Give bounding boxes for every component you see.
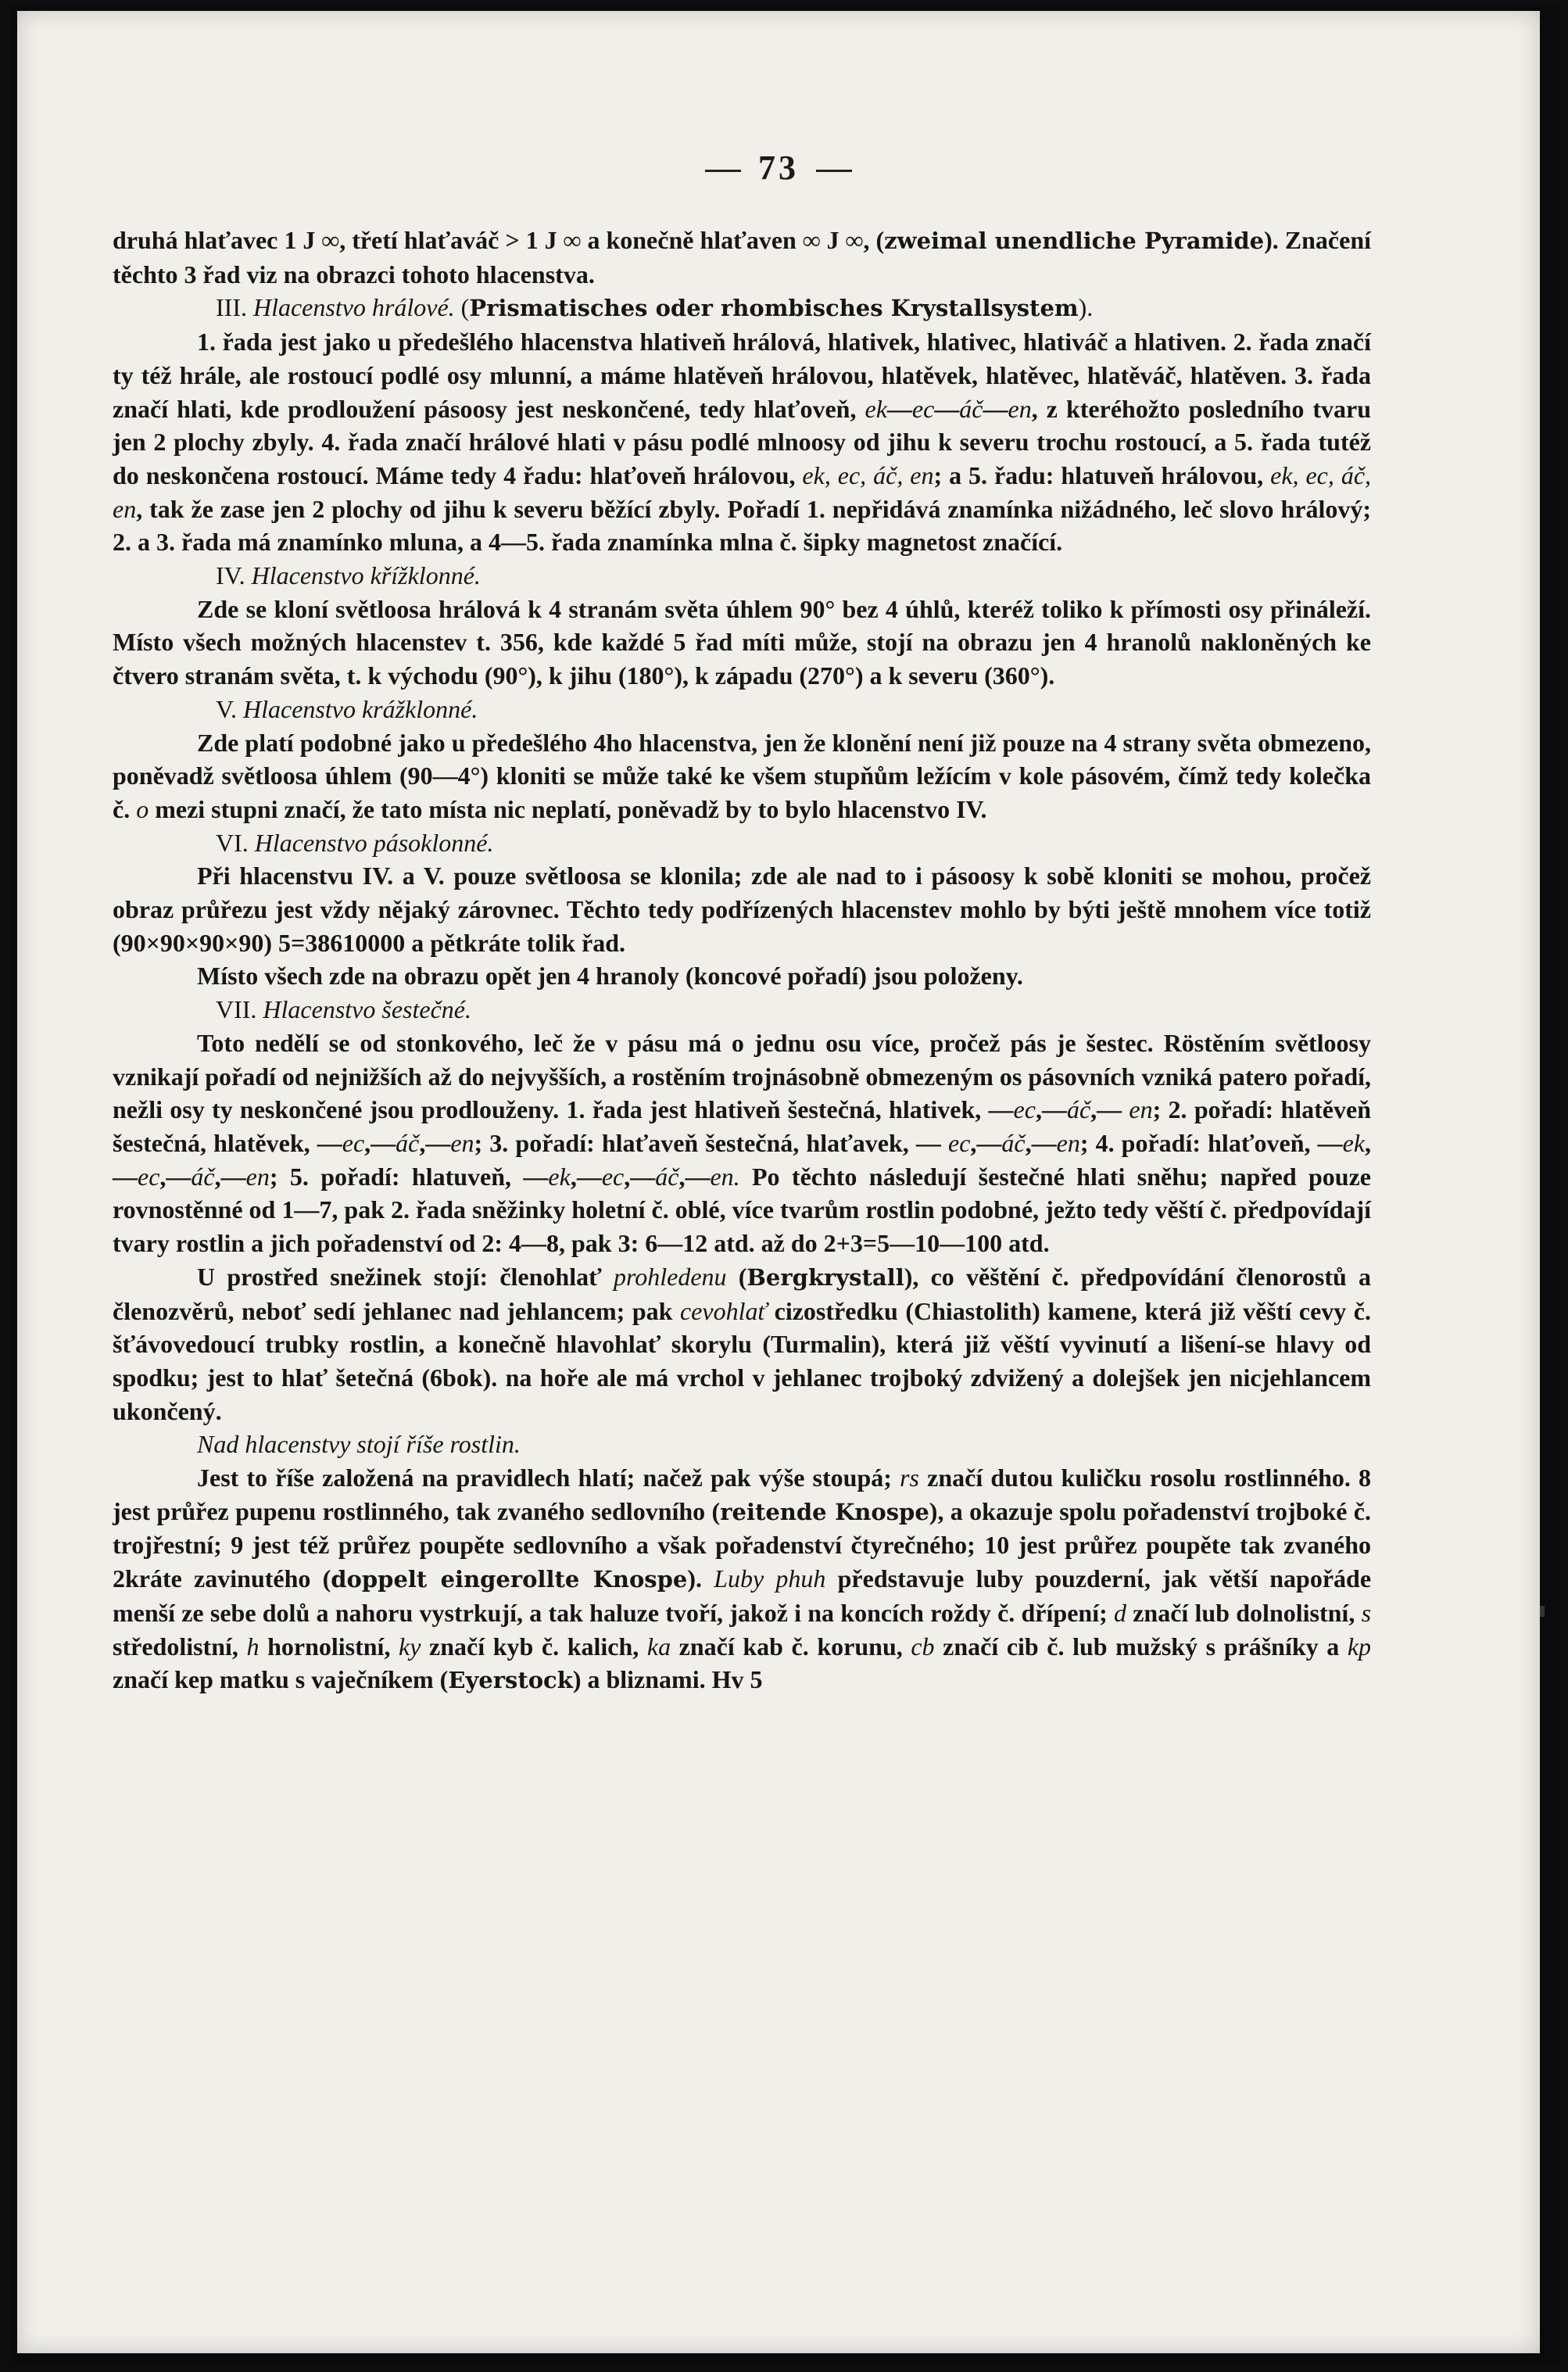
- header-dash-left: [705, 170, 741, 172]
- text-run: Jest to říše založená na pravidlech hlatí; načež pak výše stoupá;: [197, 1464, 900, 1492]
- german-run: zweimal unendliche Pyramide: [884, 228, 1265, 254]
- italic-run: cevohlať: [679, 1296, 768, 1325]
- italic-run: Nad hlacenstvy stojí říše rostlin.: [197, 1430, 521, 1459]
- paragraph: [113, 325, 1371, 559]
- text-run: VI.: [216, 828, 255, 857]
- german-run: doppelt eingerollte Knospe: [331, 1566, 688, 1593]
- italic-run: áč: [191, 1162, 215, 1191]
- german-run: reitende Knospe: [720, 1498, 929, 1525]
- italic-run: en: [450, 1128, 474, 1157]
- italic-run: ec: [601, 1162, 625, 1191]
- text-run: ). Značení těchto 3 řad viz na obrazci tohoto hlacenstva.: [113, 226, 1372, 288]
- text-run: V.: [216, 694, 243, 723]
- paragraph: [113, 1461, 1371, 1697]
- italic-run: en.: [710, 1162, 740, 1191]
- section-heading: [113, 826, 1371, 860]
- document-page: [17, 11, 1540, 2353]
- italic-run: Hlacenstvo hrálové.: [252, 293, 455, 322]
- italic-run: o: [136, 794, 149, 823]
- text-run: III.: [216, 293, 253, 322]
- text-run: středolistní,: [113, 1632, 247, 1661]
- text-run: Zde platí podobné jako u předešlého 4ho hlacenstva, jen že klonění není již pouze na 4 strany světa obmezeno, poněvadž světloosa úhlem (90—4°) kloniti se může také ke všem stupňům ležícím v kole pásovém, čímž tedy kolečka č.: [113, 728, 1371, 823]
- section-heading: [113, 559, 1371, 593]
- text-run: ), co věštění č. předpovídání členorostů a členozvěrů, neboť sedí jehlanec nad jehlancem; pak: [113, 1262, 1372, 1325]
- page-header: [17, 148, 1540, 188]
- italic-run: Hlacenstvo šestečné.: [263, 995, 471, 1024]
- german-run: Bergkrystall: [746, 1263, 904, 1291]
- italic-run: Luby phuh: [714, 1564, 826, 1593]
- italic-run: rs: [900, 1464, 919, 1492]
- italic-run: áč: [1066, 1095, 1091, 1124]
- text-run: ,—: [364, 1128, 396, 1157]
- text-run: ,—: [159, 1162, 192, 1191]
- text-run: ,—: [1025, 1128, 1057, 1157]
- section-heading: [113, 693, 1371, 726]
- text-run: značí lub dolnolistní,: [1126, 1598, 1362, 1627]
- text-run: ; 5. pořadí: hlatuveň, —: [269, 1162, 549, 1191]
- text-run: Po těchto následují šestečné hlati sněhu; napřed pouze rovnostěnné od 1—7, pak 2. řada sněžinky holetní č. oblé, více tvarům rostlin podobné, ježto tedy věští č. předpovídají tvary rostlin a jich pořadenství od 2: 4—8, pak 3: 6—12 atd. až do 2+3=5—10—100 atd.: [113, 1162, 1372, 1258]
- italic-run: ec: [911, 394, 935, 423]
- italic-run: h: [246, 1632, 260, 1661]
- italic-run: ec: [342, 1128, 365, 1157]
- text-run: ; 2. pořadí: hlatěveň šestečná, hlatěvek, —: [113, 1095, 1372, 1157]
- italic-run: ek: [1342, 1128, 1366, 1157]
- text-run: IV.: [216, 561, 252, 590]
- german-run: Prismatisches oder rhombisches Krystallsystem: [469, 295, 1079, 322]
- italic-run: ek, ec, áč, en: [802, 460, 934, 489]
- text-run: ,—: [419, 1128, 451, 1157]
- text-run: značí kep matku s vaječníkem (: [113, 1665, 449, 1694]
- italic-run: ek, ec, áč, en: [113, 460, 1372, 523]
- text-run: VII.: [216, 995, 263, 1024]
- paragraph: [113, 859, 1371, 959]
- german-run: Eyerstock: [448, 1667, 573, 1694]
- text-run: —: [934, 394, 960, 423]
- italic-run: ek: [548, 1162, 571, 1191]
- text-run: značí kab č. korunu,: [671, 1632, 911, 1661]
- italic-run: ec: [1013, 1095, 1036, 1124]
- paragraph: [113, 1428, 1371, 1461]
- text-run: U prostřed snežinek stojí: členohlať: [197, 1262, 614, 1291]
- text-run: Toto nedělí se od stonkového, leč že v pásu má o jednu osu více, pročež pás je šestec. Röstěním světloosy vznikají pořadí od nejnižších až do nejvyšších, a rostěním trojnásobně obmezeným os pásovních vzniká patero pořadí, nežli osy ty neskončené jsou prodlouženy. 1. řada jest hlativeň šestečná, hlativek, —: [113, 1028, 1371, 1124]
- italic-run: Hlacenstvo pásoklonné.: [254, 828, 494, 857]
- italic-run: s: [1361, 1598, 1372, 1627]
- text-run: ; a 5. řadu: hlatuveň hrálovou,: [933, 460, 1271, 489]
- text-run: druhá hlaťavec 1 J ∞, třetí hlaťaváč > 1 J ∞ a konečně hlaťaven ∞ J ∞, (: [113, 226, 885, 254]
- text-run: —: [983, 394, 1008, 423]
- text-run: hornolistní,: [259, 1632, 399, 1661]
- text-run: , z kteréhožto posledního tvaru jen 2 plochy zbyly. 4. řada značí hrálové hlati v pásu podlé mlnoosy od jihu k severu trochu rostoucí, a 5. řada tutéž do neskončena rostoucí. Máme tedy 4 řadu: hlaťoveň hrálovou,: [113, 394, 1372, 489]
- italic-run: kp: [1347, 1632, 1372, 1661]
- text-run: ,—: [624, 1162, 656, 1191]
- italic-run: en: [1056, 1128, 1080, 1157]
- text-run: cizostředku (Chiastolith) kamene, která již věští cevy č. šťávovedoucí trubky rostlin, a konečně hlavohlať skorylu (Turmalin), která již věští vyvinutí a lišení-se hlavy od spodku; jest to hlať šetečná (6bok). na hoře ale má vrchol v jehlanec trojboký zdvižený a dolejšek jen nicjehlancem ukončený.: [113, 1296, 1372, 1425]
- text-run: 1. řada jest jako u předešlého hlacenstva hlativeň hrálová, hlativek, hlativec, hlativáč a hlativen. 2. řada značí ty též hrále, ale rostoucí podlé osy mlunní, a máme hlatěveň hrálovou, hlatěvek, hlatěvec, hlatěváč, hlatěven. 3. řada značí hlati, kde prodloužení pásoosy jest neskončené, tedy hlaťoveň,: [113, 328, 1371, 423]
- italic-run: áč: [1001, 1128, 1026, 1157]
- italic-run: áč: [655, 1162, 679, 1191]
- text-run: ).: [687, 1564, 714, 1593]
- italic-run: d: [1113, 1598, 1126, 1627]
- text-run: Místo všech zde na obrazu opět jen 4 hranoly (koncové pořadí) jsou položeny.: [197, 962, 1023, 991]
- italic-run: en: [1008, 394, 1032, 423]
- header-dash-right: [816, 170, 852, 172]
- paragraph: [113, 1260, 1371, 1428]
- paragraph: [113, 593, 1371, 693]
- text-run: ; 3. pořadí: hlaťaveň šestečná, hlaťavek, —: [474, 1128, 948, 1157]
- text-run: značí kyb č. kalich,: [421, 1632, 647, 1661]
- italic-run: ec: [138, 1162, 160, 1191]
- text-run: , tak že zase jen 2 plochy od jihu k severu běžící zbyly. Pořadí 1. nepřidává znamínka nižádného, leč slovo hrálový; 2. a 3. řada má znamínko mluna, a 4—5. řada znamínka mlna č. šipky magnetost značící.: [113, 494, 1371, 557]
- italic-run: prohledenu: [613, 1262, 727, 1291]
- italic-run: ka: [646, 1632, 671, 1661]
- paragraph: [113, 959, 1371, 993]
- text-run: představuje luby pouzdernί, jak větší napořáde menší ze sebe dolů a nahoru vystrkují, a tak haluze tvoří, jakož i na koncích roždy č. dřípení;: [113, 1564, 1372, 1627]
- text-run: ) a bliznami. Hv 5: [572, 1665, 763, 1694]
- paragraph: [113, 726, 1371, 826]
- text-run: Zde se kloní světloosa hrálová k 4 stranám světa úhlem 90° bez 4 úhlů, kteréž toliko k přímosti osy přináleží. Místo všech možných hlacenstev t. 356, kde každé 5 řad míti může, stojí na obrazu jen 4 hranolů nakloněných ke čtvero stranám světa, t. k východu (90°), k jihu (180°), k západu (270°) a k severu (360°).: [113, 594, 1371, 690]
- text-run: ,—: [678, 1162, 711, 1191]
- italic-run: áč: [959, 394, 983, 423]
- text-run: značí cib č. lub mužský s prášníky a: [934, 1632, 1348, 1661]
- paragraph: [113, 224, 1371, 291]
- text-run: značí dutou kuličku rosolu rostlinného. 8 jest průřez pupenu rostlinného, tak zvaného sedlovního (: [113, 1464, 1372, 1525]
- body-text: [113, 224, 1371, 1697]
- section-heading: [113, 291, 1371, 325]
- text-run: ; 4. pořadí: hlaťoveň, —: [1079, 1128, 1343, 1157]
- text-run: Při hlacenstvu IV. a V. pouze světloosa se klonila; zde ale nad to i pásoosy k sobě kloniti se mohou, pročež obraz průřezu jest vždy nějaký zárovnec. Těchto tedy podřízených hlacenstev mohlo by býti ještě mnohem více totiž (90×90×90×90) 5=38610000 a pětkráte tolik řad.: [113, 862, 1371, 957]
- text-run: —: [886, 394, 912, 423]
- page-number: 73: [758, 149, 799, 187]
- text-run: (: [726, 1262, 747, 1291]
- italic-run: Hlacenstvo křížklonné.: [251, 561, 481, 590]
- italic-run: ek: [865, 394, 887, 423]
- text-run: mezi stupni značí, že tato místa nic neplatí, poněvadž by to bylo hlacenstvo IV.: [149, 794, 987, 823]
- paragraph: [113, 1027, 1371, 1260]
- italic-run: en: [1129, 1095, 1153, 1124]
- italic-run: cb: [911, 1632, 935, 1661]
- text-run: ,—: [214, 1162, 246, 1191]
- text-run: ), a okazuje spolu pořadenství trojboké č. trojřestní; 9 jest též průřez poupěte sedlovního a však pořadenství čtyrečného; 10 jest průřez poupěte tak zvaného 2kráte zavinutého (: [113, 1496, 1371, 1593]
- text-run: ,—: [970, 1128, 1002, 1157]
- text-run: ,—: [113, 1128, 1372, 1191]
- text-run: (: [454, 293, 470, 322]
- section-heading: [113, 993, 1371, 1027]
- text-run: ,—: [570, 1162, 602, 1191]
- text-run: ,—: [1090, 1095, 1129, 1124]
- italic-run: Hlacenstvo krážklonné.: [242, 694, 478, 723]
- text-run: ,—: [1035, 1095, 1067, 1124]
- margin-mark: [1540, 1606, 1545, 1617]
- italic-run: ec: [948, 1128, 971, 1157]
- text-run: ).: [1078, 293, 1094, 322]
- italic-run: en: [245, 1162, 270, 1191]
- italic-run: áč: [396, 1128, 420, 1157]
- italic-run: ky: [399, 1632, 421, 1661]
